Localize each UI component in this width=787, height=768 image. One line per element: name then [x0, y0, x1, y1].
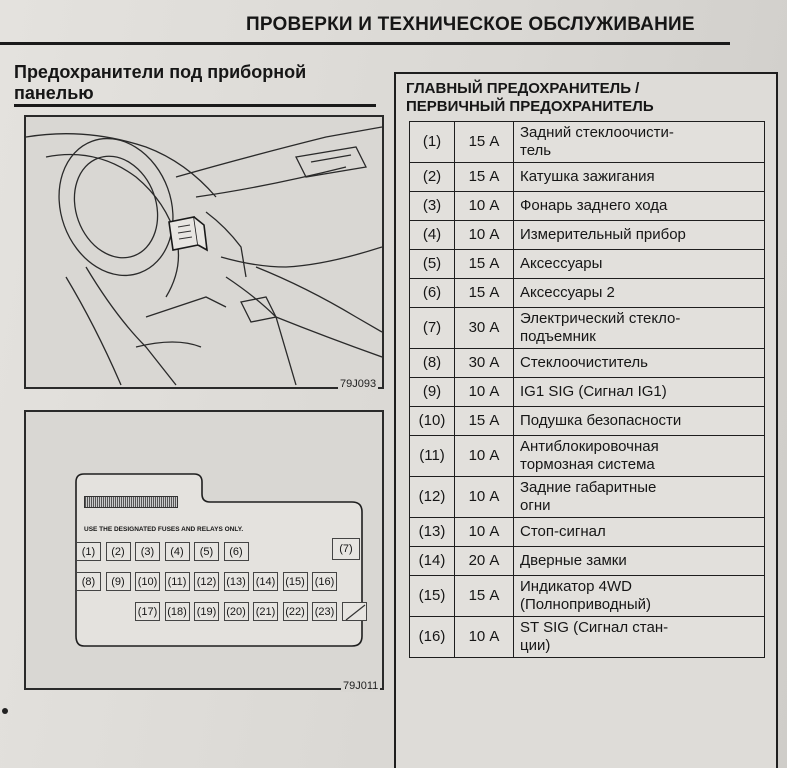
fuse-description-line2: огни — [520, 497, 551, 514]
table-row — [410, 221, 765, 250]
fuse-description-line1: Антиблокировочная — [520, 438, 659, 455]
fuse-slot: (18) — [165, 602, 190, 621]
table-row — [410, 407, 765, 436]
fuse-description — [514, 378, 765, 407]
fuse-number: (16) — [410, 617, 455, 658]
fuse-amperage: 15 А — [455, 250, 514, 279]
section-title — [14, 62, 374, 104]
table-row — [410, 436, 765, 477]
fuse-number: (4) — [410, 221, 455, 250]
fuse-description-line2: подъемник — [520, 328, 596, 345]
fuse-slot: (4) — [165, 542, 190, 561]
dashboard-illustration — [24, 115, 384, 389]
fuse-amperage: 10 А — [455, 221, 514, 250]
fuse-description-line1: Измерительный прибор — [520, 226, 686, 243]
fuse-slot: (13) — [224, 572, 249, 591]
fuse-description-line2: тель — [520, 142, 552, 159]
table-row — [410, 122, 765, 163]
fuse-amperage: 30 А — [455, 349, 514, 378]
fuse-description-line2: тормозная система — [520, 456, 655, 473]
fuse-description-line1: ST SIG (Сигнал стан- — [520, 619, 669, 636]
fuse-description — [514, 221, 765, 250]
section-title-line2: панелью — [14, 83, 94, 103]
section-rule — [14, 104, 376, 107]
fuse-amperage: 10 А — [455, 378, 514, 407]
fuse-slot-7: (7) — [332, 538, 360, 560]
table-row — [410, 279, 765, 308]
fuse-slot: (23) — [312, 602, 337, 621]
table-row — [410, 192, 765, 221]
fuse-description — [514, 617, 765, 658]
fuse-description-line2: ции) — [520, 637, 551, 654]
fuse-amperage: 10 А — [455, 617, 514, 658]
fuse-box-figure — [24, 410, 384, 690]
fuse-amperage: 10 А — [455, 436, 514, 477]
fuse-slot: (15) — [283, 572, 308, 591]
fuse-number: (8) — [410, 349, 455, 378]
table-header — [406, 80, 654, 116]
table-row — [410, 163, 765, 192]
section-title-line1: Предохранители под приборной — [14, 62, 307, 82]
fuse-description — [514, 122, 765, 163]
fuse-number: (6) — [410, 279, 455, 308]
fuse-slot: (16) — [312, 572, 337, 591]
fuse-table-panel — [394, 72, 778, 768]
fuse-description-line1: Стоп-сигнал — [520, 523, 606, 540]
fuse-number: (7) — [410, 308, 455, 349]
fuse-slot: (9) — [106, 572, 131, 591]
table-row — [410, 617, 765, 658]
fuse-description — [514, 308, 765, 349]
fuse-number: (11) — [410, 436, 455, 477]
dashboard-drawing — [26, 117, 382, 387]
fuse-number: (13) — [410, 518, 455, 547]
fuse-amperage: 15 А — [455, 407, 514, 436]
fuse-slot: (17) — [135, 602, 160, 621]
table-row — [410, 547, 765, 576]
table-row — [410, 349, 765, 378]
fuse-description-line1: Фонарь заднего хода — [520, 197, 668, 214]
fuse-box-barcode — [84, 496, 178, 508]
table-header-line2: ПЕРВИЧНЫЙ ПРЕДОХРАНИТЕЛЬ — [406, 98, 654, 115]
fuse-description-line1: Дверные замки — [520, 552, 627, 569]
table-row — [410, 518, 765, 547]
fuse-amperage: 10 А — [455, 518, 514, 547]
header-rule — [0, 42, 730, 45]
fuse-description — [514, 192, 765, 221]
fuse-amperage: 15 А — [455, 163, 514, 192]
fuse-description-line1: Электрический стекло- — [520, 310, 681, 327]
fuse-description — [514, 436, 765, 477]
fuse-slot: (8) — [76, 572, 101, 591]
fuse-amperage: 15 А — [455, 279, 514, 308]
fuse-amperage: 10 А — [455, 477, 514, 518]
empty-slot-mark — [343, 603, 368, 622]
fuse-number: (2) — [410, 163, 455, 192]
fuse-number: (15) — [410, 576, 455, 617]
fuse-slot: (2) — [106, 542, 131, 561]
fuse-number: (10) — [410, 407, 455, 436]
fuse-description — [514, 576, 765, 617]
fuse-description — [514, 477, 765, 518]
fuse-description — [514, 163, 765, 192]
fuse-description-line1: Подушка безопасности — [520, 412, 682, 429]
fuse-slot: (3) — [135, 542, 160, 561]
fuse-slot: (6) — [224, 542, 249, 561]
fuse-slot: (5) — [194, 542, 219, 561]
fuse-description — [514, 518, 765, 547]
fuse-number: (9) — [410, 378, 455, 407]
fuse-description-line1: Аксессуары 2 — [520, 284, 615, 301]
table-header-line1: ГЛАВНЫЙ ПРЕДОХРАНИТЕЛЬ / — [406, 80, 640, 97]
fuse-description-line1: Задние габаритные — [520, 479, 657, 496]
fuse-slot: (11) — [165, 572, 190, 591]
fuse-slot: (1) — [76, 542, 101, 561]
fuse-description — [514, 250, 765, 279]
fuse-amperage: 30 А — [455, 308, 514, 349]
page-header-title: ПРОВЕРКИ И ТЕХНИЧЕСКОЕ ОБСЛУЖИВАНИЕ — [246, 14, 695, 35]
fuse-number: (14) — [410, 547, 455, 576]
fuse-slot: (19) — [194, 602, 219, 621]
fuse-description-line1: Катушка зажигания — [520, 168, 655, 185]
fuse-slot: (12) — [194, 572, 219, 591]
fuse-description-line1: Аксессуары — [520, 255, 603, 272]
fuse-description-line2: (Полноприводный) — [520, 596, 652, 613]
fuse-slot: (21) — [253, 602, 278, 621]
fuse-box-warning-label: USE THE DESIGNATED FUSES AND RELAYS ONLY. — [84, 526, 244, 533]
fuse-amperage: 15 А — [455, 576, 514, 617]
table-row — [410, 250, 765, 279]
fuse-description-line1: Индикатор 4WD — [520, 578, 632, 595]
fuse-slot: (22) — [283, 602, 308, 621]
fuse-slot: (20) — [224, 602, 249, 621]
fuse-number: (3) — [410, 192, 455, 221]
fuse-description — [514, 547, 765, 576]
table-row — [410, 477, 765, 518]
fuse-description — [514, 349, 765, 378]
fuse-table — [409, 121, 765, 658]
fuse-description-line1: Стеклоочиститель — [520, 354, 648, 371]
fuse-slot-empty — [342, 602, 367, 621]
table-row — [410, 576, 765, 617]
fuse-amperage: 15 А — [455, 122, 514, 163]
table-row — [410, 378, 765, 407]
fuse-description — [514, 407, 765, 436]
fuse-amperage: 20 А — [455, 547, 514, 576]
margin-bullet — [2, 708, 8, 714]
fuse-slot: (14) — [253, 572, 278, 591]
fuse-description-line1: Задний стеклоочисти- — [520, 124, 674, 141]
fuse-number: (1) — [410, 122, 455, 163]
fuse-amperage: 10 А — [455, 192, 514, 221]
fuse-number: (12) — [410, 477, 455, 518]
figure1-code: 79J093 — [340, 378, 377, 390]
fuse-number: (5) — [410, 250, 455, 279]
fuse-slot: (10) — [135, 572, 160, 591]
figure2-code: 79J011 — [343, 680, 379, 692]
fuse-description-line1: IG1 SIG (Сигнал IG1) — [520, 383, 667, 400]
table-row — [410, 308, 765, 349]
fuse-description — [514, 279, 765, 308]
